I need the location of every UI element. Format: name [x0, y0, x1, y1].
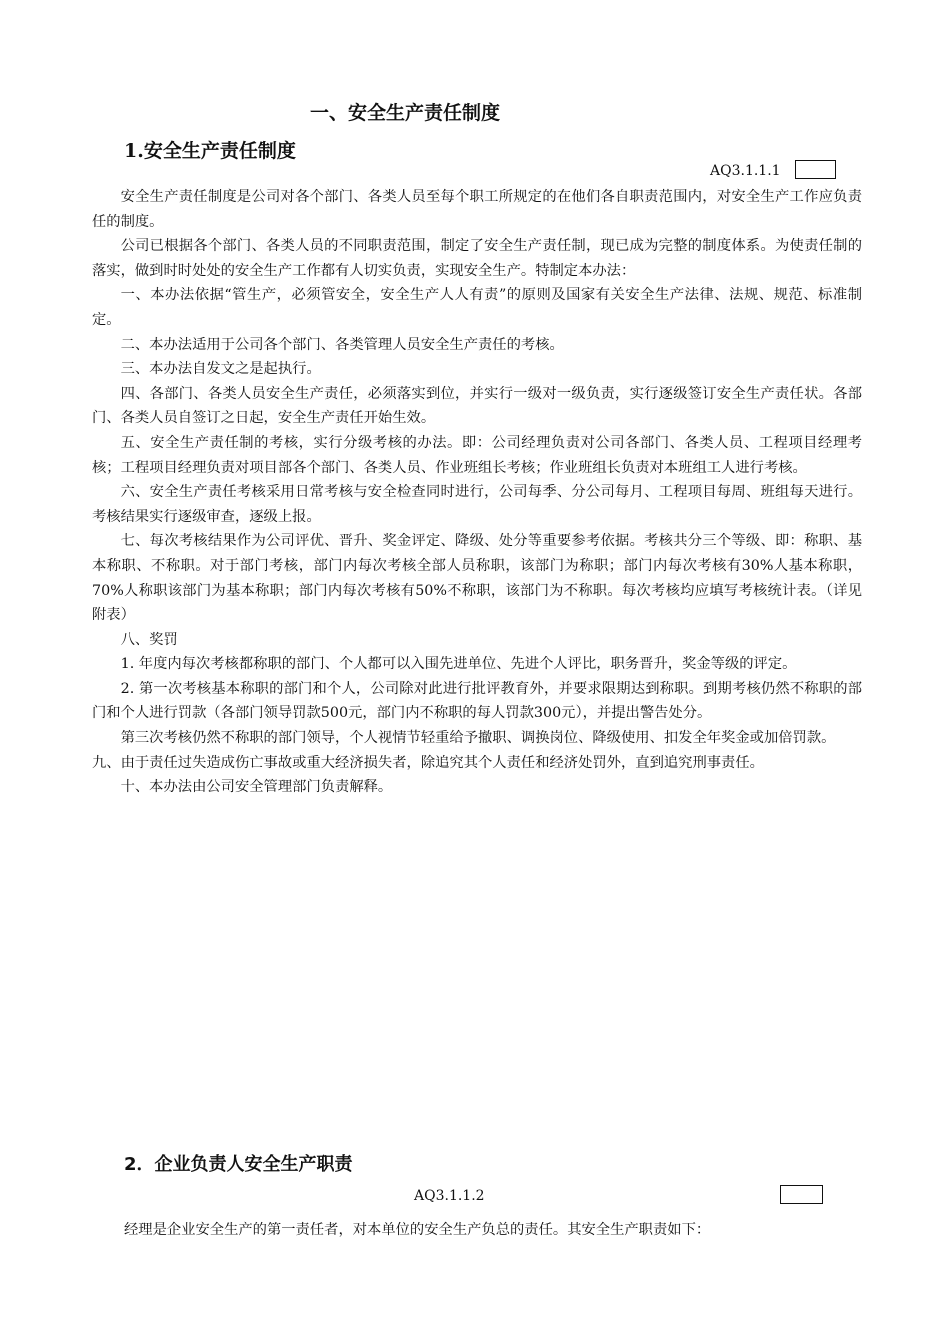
paragraph: 五、安全生产责任制的考核，实行分级考核的办法。即：公司经理负责对公司各部门、各类人员、工程项目经理考核；工程项目经理负责对项目部各个部门、各类人员、作业班组长考核；作业班组长负责对本班组工人进行考核。	[92, 434, 862, 476]
section2-title: 2．企业负责人安全生产职责	[124, 1154, 353, 1175]
paragraph: 七、每次考核结果作为公司评优、晋升、奖金评定、降级、处分等重要参考依据。考核共分三个等级、即：称职、基本称职、不称职。对于部门考核，部门内每次考核全部人员称职，该部门为称职；部门内每次考核有30%人基本称职，70%人称职该部门为基本称职；部门内每次考核有50%不称职，该部门为不称职。每次考核均应填写考核统计表。（详见附表）	[92, 533, 862, 624]
section2-checkbox[interactable]	[780, 1185, 823, 1204]
main-title: 一、安全生产责任制度	[310, 102, 501, 124]
section1-checkbox[interactable]	[795, 160, 836, 179]
paragraph: 第三次考核仍然不称职的部门领导，个人视情节轻重给予撤职、调换岗位、降级使用、扣发全年奖金或加倍罚款。	[120, 730, 836, 747]
paragraph: 六、安全生产责任考核采用日常考核与安全检查同时进行，公司每季、分公司每月、工程项目每周、班组每天进行。考核结果实行逐级审查，逐级上报。	[92, 484, 862, 525]
paragraph: 1. 年度内每次考核都称职的部门、个人都可以入围先进单位、先进个人评比，职务晋升，奖金等级的评定。	[120, 656, 797, 673]
section2-intro: 经理是企业安全生产的第一责任者，对本单位的安全生产负总的责任。其安全生产职责如下：	[124, 1222, 711, 1238]
section2-code: AQ3.1.1.2	[414, 1188, 485, 1204]
paragraph: 2. 第一次考核基本称职的部门和个人，公司除对此进行批评教育外，并要求限期达到称职。到期考核仍然不称职的部门和个人进行罚款（各部门领导罚款500元，部门内不称职的每人罚款300元），并提出警告处分。	[92, 680, 862, 722]
section1-body	[92, 185, 862, 800]
paragraph: 八、奖罚	[120, 631, 178, 648]
section1-title: 1.安全生产责任制度	[124, 140, 296, 162]
paragraph: 三、本办法自发文之是起执行。	[120, 361, 321, 378]
paragraph-flush: 九、由于责任过失造成伤亡事故或重大经济损失者，除追究其个人责任和经济处罚外，直到追究刑事责任。	[92, 754, 764, 771]
paragraph: 四、各部门、各类人员安全生产责任，必须落实到位，并实行一级对一级负责，实行逐级签订安全生产责任状。各部门、各类人员自签订之日起，安全生产责任开始生效。	[92, 385, 862, 427]
paragraph: 安全生产责任制度是公司对各个部门、各类人员至每个职工所规定的在他们各自职责范围内，对安全生产工作应负责任的制度。	[92, 189, 862, 230]
section1-code: AQ3.1.1.1	[710, 163, 781, 179]
paragraph: 一、本办法依据“管生产，必须管安全，安全生产人人有责”的原则及国家有关安全生产法律、法规、规范、标准制定。	[92, 287, 862, 328]
paragraph: 二、本办法适用于公司各个部门、各类管理人员安全生产责任的考核。	[120, 336, 564, 353]
paragraph: 十、本办法由公司安全管理部门负责解释。	[120, 779, 393, 796]
paragraph: 公司已根据各个部门、各类人员的不同职责范围，制定了安全生产责任制，现已成为完整的制度体系。为使责任制的落实，做到时时处处的安全生产工作都有人切实负责，实现安全生产。特制定本办法：	[92, 238, 862, 279]
